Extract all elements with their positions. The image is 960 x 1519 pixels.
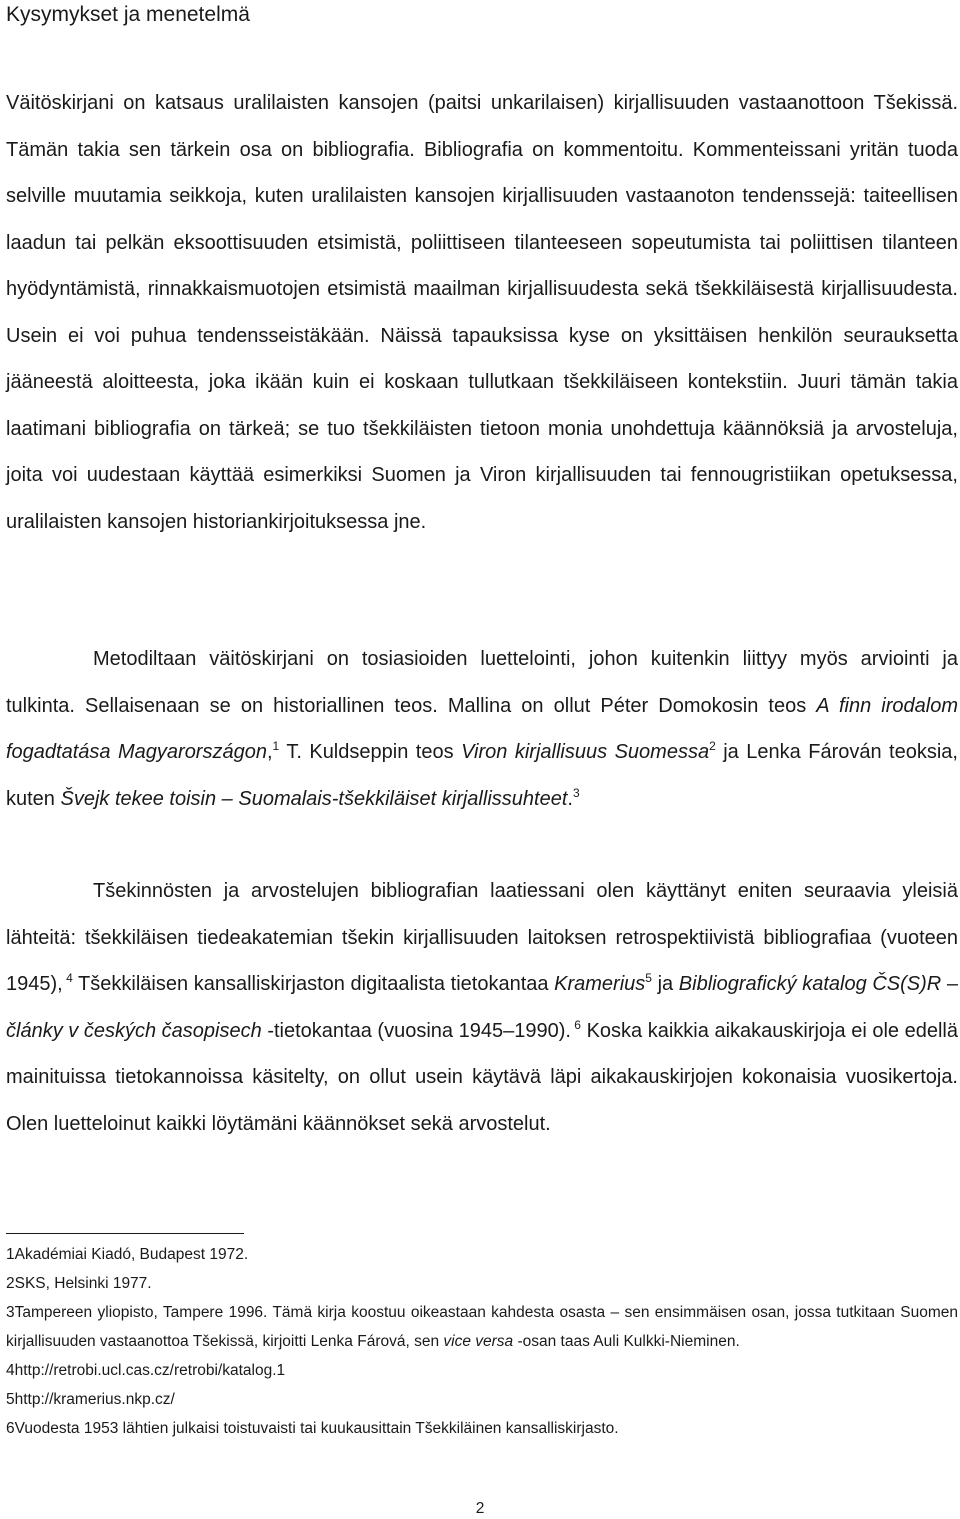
footnote-ref-4[interactable]: 4 xyxy=(62,971,73,985)
para2-text-4: ja Lenka Fárován teoksia, kuten xyxy=(6,741,958,810)
footnote-ref-5[interactable]: 5 xyxy=(645,971,652,985)
para3-text-1: Tšekinnösten ja arvostelujen bibliografian laatiessani olen käyttänyt eniten seuraavia yleisiä lähteitä: tšekkiläisen tiedeakatemian tšekin kirjallisuuden laitoksen retrospektiivistä bibliografiaa (vuoteen 1945), xyxy=(6,880,958,995)
footnote-ref-2[interactable]: 2 xyxy=(709,739,716,753)
para3-text-2: Tšekkiläisen kansalliskirjaston digitaalista tietokantaa xyxy=(72,973,555,995)
section-heading: Kysymykset ja menetelmä xyxy=(6,3,250,26)
para2-title-1: A finn irodalom fogadtatása Magyarországon xyxy=(6,694,959,763)
para2-text-1: Metodiltaan väitöskirjani on tosiasioiden luettelointi, johon kuitenkin liittyy myös arviointi ja tulkinta. Sellaisenaan se on historiallinen teos. Mallina on ollut Péter Domokosin teos xyxy=(6,648,958,717)
footnote-3-italic: vice versa xyxy=(443,1333,514,1350)
footnote-3-text-b: -osan taas Auli Kulkki-Nieminen. xyxy=(513,1333,740,1350)
paragraph-2 xyxy=(6,636,958,822)
footnote-1: 1Akadémiai Kiadó, Budapest 1972. xyxy=(6,1246,249,1263)
para2-text-2: , xyxy=(266,741,273,763)
footnote-4[interactable]: 4http://retrobi.ucl.cas.cz/retrobi/katalog.1 xyxy=(6,1362,286,1379)
footnote-6: 6Vuodesta 1953 lähtien julkaisi toistuvaisti tai kuukausittain Tšekkiläinen kansalliskirjasto. xyxy=(6,1420,619,1437)
para2-text-3: T. Kuldseppin teos xyxy=(279,741,462,763)
footnote-ref-3[interactable]: 3 xyxy=(572,785,580,800)
footnote-2: 2SKS, Helsinki 1977. xyxy=(6,1275,152,1292)
page-number: 2 xyxy=(475,1500,485,1517)
paragraph-3 xyxy=(6,868,958,1147)
para3-title-1: Kramerius xyxy=(554,973,646,995)
para3-title-2: Bibliografický katalog ČS(S)R – články v českých časopisech xyxy=(6,973,958,1042)
para3-text-5: Koska kaikkia aikakauskirjoja ei ole edellä mainituissa tietokannoissa käsitelty, on ollut usein käytävä läpi aikakauskirjojen kokonaisia vuosikertoja. Olen luetteloinut kaikki löytämäni käännökset sekä arvostelut. xyxy=(6,1019,959,1135)
para2-title-3: Švejk tekee toisin – Suomalais-tšekkiläiset kirjallissuhteet xyxy=(60,787,568,810)
footnotes xyxy=(6,1240,958,1443)
footnote-5[interactable]: 5http://kramerius.nkp.cz/ xyxy=(6,1391,175,1408)
para2-text-5: . xyxy=(567,787,573,810)
footnote-ref-6[interactable]: 6 xyxy=(570,1017,581,1032)
footnote-3-text-a: 3Tampereen yliopisto, Tampere 1996. Tämä kirja koostuu oikeastaan kahdesta osasta – sen ensimmäisen osan, jossa tutkitaan Suomen kirjallisuuden vastaanottoa Tšekissä, kirjoitti Lenka Fárová, sen xyxy=(6,1304,958,1350)
footnote-3 xyxy=(6,1298,958,1356)
footnote-separator xyxy=(6,1233,244,1234)
footnote-ref-1[interactable]: 1 xyxy=(272,739,280,753)
para3-text-4: -tietokantaa (vuosina 1945–1990). xyxy=(261,1019,571,1042)
paragraph-1: Väitöskirjani on katsaus uralilaisten kansojen (paitsi unkarilaisen) kirjallisuuden vastaanottoon Tšekissä. Tämän takia sen tärkein osa on bibliografia. Bibliografia on kommentoitu. Kommenteissani yritän tuoda selville muutamia seikkoja, kuten uralilaisten kansojen kirjallisuuden vastaanoton tendenssejä: taiteellisen laadun tai pelkän eksoottisuuden etsimistä, poliittiseen tilanteeseen sopeutumista tai poliittisen tilanteen hyödyntämistä, rinnakkaismuotojen etsimistä maailman kirjallisuudesta sekä tšekkiläisestä kirjallisuudesta. Usein ei voi puhua tendensseistäkään. Näissä tapauksissa kyse on yksittäisen henkilön seurauksetta jääneestä aloitteesta, joka ikään kuin ei koskaan tullutkaan tšekkiläiseen kontekstiin. Juuri tämän takia laatimani bibliografia on tärkeä; se tuo tšekkiläisten tietoon monia unohdettuja käännöksiä ja arvosteluja, joita voi uudestaan käyttää esimerkiksi Suomen ja Viron kirjallisuuden tai fennougristiikan opetuksessa, uralilaisten kansojen historiankirjoituksessa jne. xyxy=(6,92,958,533)
para3-text-3: ja xyxy=(651,973,679,995)
para2-title-2: Viron kirjallisuus Suomessa xyxy=(461,741,710,763)
